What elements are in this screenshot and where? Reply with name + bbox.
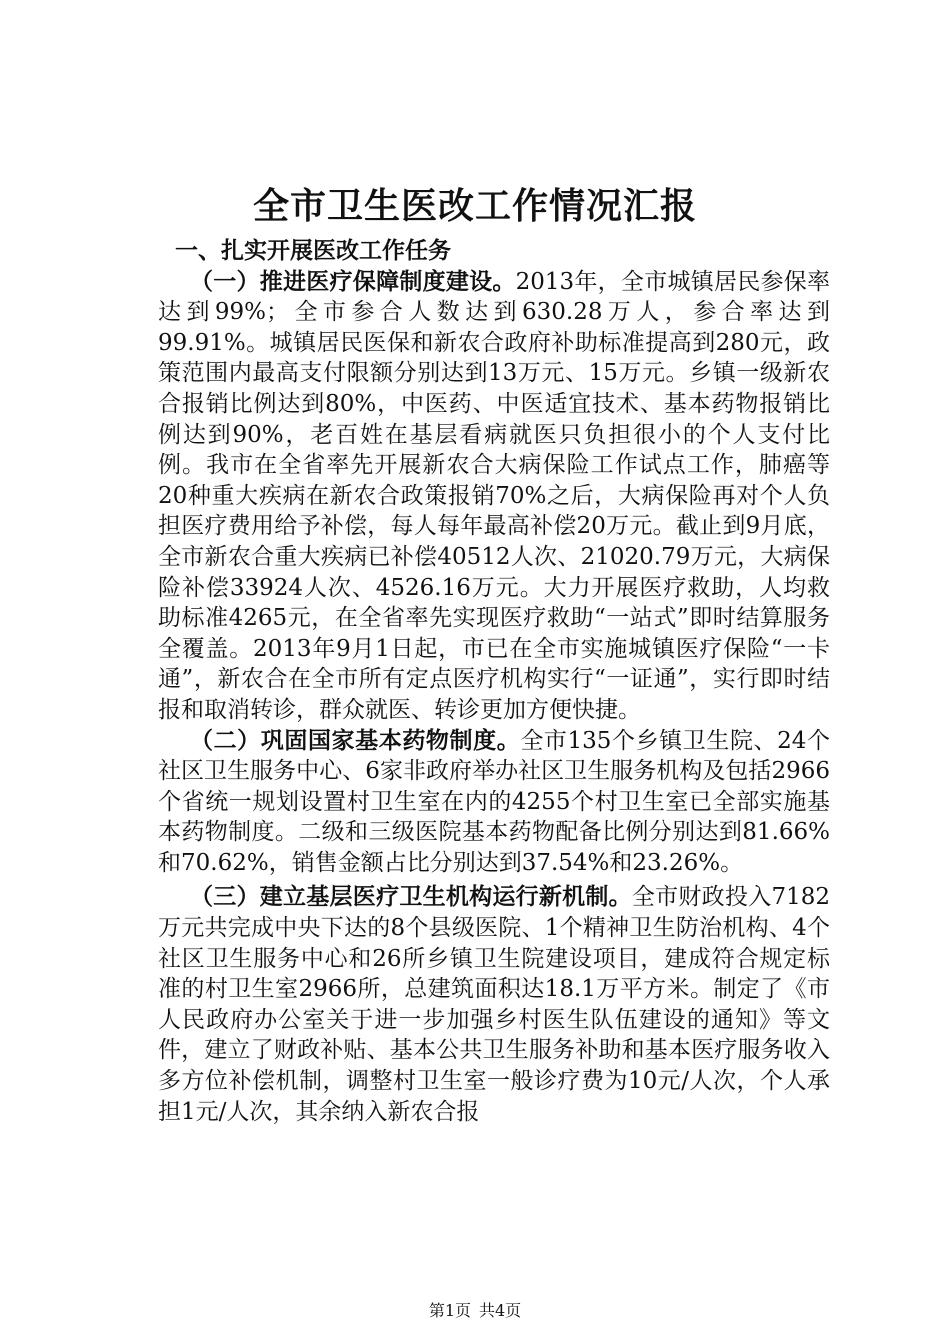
section-heading: 一、扎实开展医改工作任务 [175, 237, 451, 264]
page-footer [0, 1300, 950, 1322]
paragraph-text: 全市135个乡镇卫生院、24个社区卫生服务中心、6家非政府举办社区卫生服务机构及包括2966个省统一规划设置村卫生室在内的4255个村卫生室已全部实施基本药物制度。二级和三级医院基本药物配备比例分别达到81.66%和70.62%，销售金额占比分别达到37.54%和23.26%。 [158, 727, 831, 876]
document-body [158, 236, 830, 1127]
paragraph-lead: （一）推进医疗保障制度建设。 [190, 267, 516, 295]
paragraph-grassroots-mechanism [158, 882, 830, 1127]
paragraph-essential-drugs [158, 726, 830, 879]
page-total: 共4页 [479, 1301, 522, 1320]
page-number: 第1页 [428, 1301, 471, 1320]
paragraph-lead: （三）建立基层医疗卫生机构运行新机制。 [190, 883, 632, 911]
paragraph-text: 全市财政投入7182万元共完成中央下达的8个县级医院、1个精神卫生防治机构、4个社区卫生服务中心和26所乡镇卫生院建设项目，建成符合规定标准的村卫生室2966所，总建筑面积达18.1万平方米。制定了《市人民政府办公室关于进一步加强乡村医生队伍建设的通知》等文件，建立了财政补贴、基本公共卫生服务补助和基本医疗服务收入多方位补偿机制，调整村卫生室一般诊疗费为10元/人次，个人承担1元/人次，其余纳入新农合报 [158, 884, 830, 1125]
paragraph-medical-insurance [158, 267, 830, 726]
paragraph-text: 2013年，全市城镇居民参保率达到99%；全市参合人数达到630.28万人，参合率达到99.91%。城镇居民医保和新农合政府补助标准提高到280元，政策范围内最高支付限额分别达到13万元、15万元。乡镇一级新农合报销比例达到80%，中医药、中医适宜技术、基本药物报销比例达到90%，老百姓在基层看病就医只负担很小的个人支付比例。我市在全省率先开展新农合大病保险工作试点工作，肺癌等20种重大疾病在新农合政策报销70%之后，大病保险再对个人负担医疗费用给予补偿，每人每年最高补偿20万元。截止到9月底，全市新农合重大疾病已补偿40512人次、21020.79万元，大病保险补偿33924人次、4526.16万元。大力开展医疗救助，人均救助标准4265元，在全省率先实现医疗救助“一站式”即时结算服务全覆盖。2013年9月1日起，市已在全市实施城镇医疗保险“一卡通”，新农合在全市所有定点医疗机构实行“一证通”，实行即时结报和取消转诊，群众就医、转诊更加方便快捷。 [158, 268, 830, 723]
paragraph-lead: （二）巩固国家基本药物制度。 [190, 726, 521, 754]
document-title: 全市卫生医改工作情况汇报 [252, 185, 697, 227]
